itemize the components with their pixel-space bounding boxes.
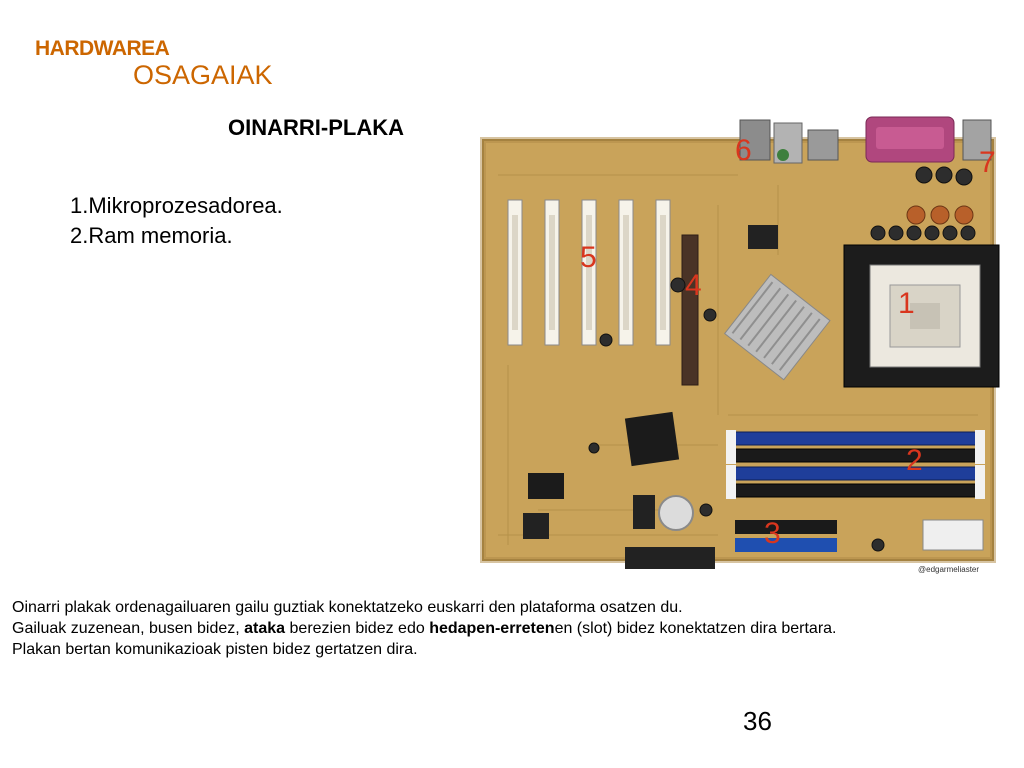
list-item-label: Mikroprozesadorea. [88,193,283,218]
list-item-label: Ram memoria. [88,223,233,248]
agp-slot [682,235,698,385]
bold-term-hedapen-erreten: hedapen-erreten [429,620,555,637]
inductors [907,206,973,224]
marker-3: 3 [764,517,781,550]
floppy-connector [625,547,715,569]
description-line: Oinarri plakak ordenagailuaren gailu guztiak konektatzeko euskarri den plataforma osatzen du. [12,599,683,616]
section-subtitle: OSAGAIAK [133,60,273,90]
chip [633,495,655,529]
bold-term-ataka: ataka [244,620,286,637]
marker-6: 6 [735,134,752,167]
text-span: en (slot) bidez konektatzen dira bertara. [554,620,837,637]
marker-2: 2 [906,444,923,477]
chip [528,473,564,499]
list-item-number: 2. [70,223,89,248]
marker-1: 1 [898,287,915,320]
atx-power-connector [923,520,983,550]
text-span: Gailuak zuzenean, busen bidez, [12,620,245,637]
list-item [70,221,283,251]
component-list [70,191,283,251]
chip [748,225,778,249]
marker-5: 5 [580,241,597,274]
page-number: 36 [743,706,772,736]
description-line [12,618,1012,639]
marker-4: 4 [685,269,702,302]
section-title: HARDWAREA [35,37,170,60]
chip [523,513,549,539]
motherboard-image [478,115,1014,580]
ide-connector [735,538,837,552]
marker-7: 7 [979,146,996,179]
southbridge-chip [625,412,679,466]
cmos-battery [659,496,693,530]
description [12,597,1012,660]
slide-heading: OINARRI-PLAKA [228,115,404,140]
description-line: Plakan bertan komunikazioak pisten bidez gertatzen dira. [12,641,418,658]
cpu-socket [844,245,999,387]
watermark: @edgarmeliaster [918,565,980,574]
text-span: berezien bidez edo [285,620,430,637]
list-item [70,191,283,221]
list-item-number: 1. [70,193,89,218]
ide-connector [735,520,837,534]
